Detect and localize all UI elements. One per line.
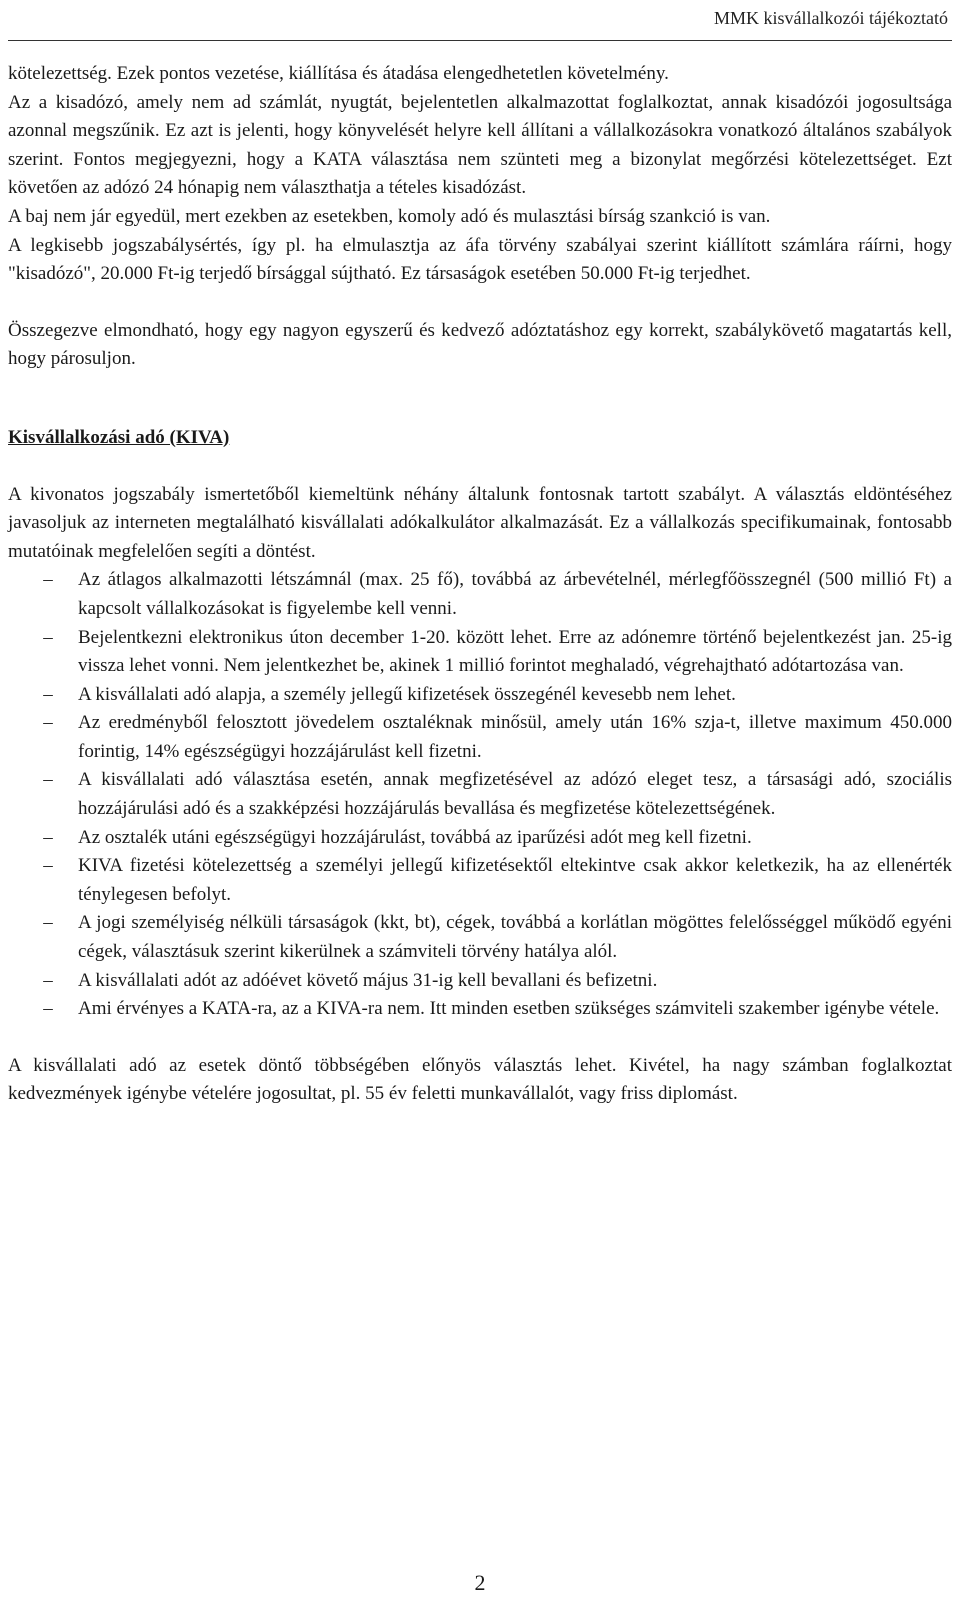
paragraph-kiva-intro: A kivonatos jogszabály ismertetőből kiemeltünk néhány általunk fontosnak tartott szabályt. A választás eldöntéséhez javasoljuk az interneten megtalálható kisvállalati adókalkulátor alkalmazását. Ez a vállalkozás specifikumainak, fontosabb mutatóinak megfelelően segíti a döntést. [8, 483, 952, 562]
paragraph-invoice-rule: Az a kisadózó, amely nem ad számlát, nyugtát, bejelentetlen alkalmazottat foglalkoztat, annak kisadózói jogosultsága azonnal megszűnik. Ez azt is jelenti, hogy könyvelését helyre kell állítani a vállalkozásokra vonatkozó általános szabályok szerint. Fontos megjegyezni, hogy a KATA választása nem szünteti meg a bizonylat megőrzési kötelezettséget. Ezt követően az adózó 24 hónapig nem választhatja a tételes kisadózást. [8, 91, 952, 199]
paragraph-penalty: A baj nem jár egyedül, mert ezekben az esetekben, komoly adó és mulasztási bírság szankció is van. [8, 205, 771, 227]
list-item-text: A kisvállalati adót az adóévet követő május 31-ig kell bevallani és befizetni. [78, 969, 658, 991]
paragraph-smallest-violation: A legkisebb jogszabálysértés, így pl. ha elmulasztja az áfa törvény szabályai szerint kiállított számlára ráírni, hogy "kisadózó", 20.000 Ft-ig terjedő bírsággal sújtható. Ez társaságok esetében 50.000 Ft-ig terjedhet. [8, 234, 952, 285]
dash-bullet-icon: – [43, 712, 53, 734]
dash-bullet-icon: – [43, 826, 53, 848]
paragraph-summary: Összegezve elmondható, hogy egy nagyon egyszerű és kedvező adóztatáshoz egy korrekt, szabálykövető magatartás kell, hogy párosuljon. [8, 319, 952, 370]
running-header-title: MMK kisvállalkozói tájékoztató [714, 8, 948, 28]
list-item-text: Ami érvényes a KATA-ra, az a KIVA-ra nem. Itt minden esetben szükséges számviteli szakember igénybe vétele. [78, 998, 940, 1020]
list-item [8, 995, 952, 1024]
list-item-text: Az átlagos alkalmazotti létszámnál (max. 25 fő), továbbá az árbevételnél, mérlegfőösszegnél (500 millió Ft) a kapcsolt vállalkozásokat is figyelembe kell venni. [78, 569, 952, 619]
dash-bullet-icon: – [43, 969, 53, 991]
list-item [8, 909, 952, 966]
list-item [8, 681, 952, 710]
dash-bullet-icon: – [43, 626, 53, 648]
paragraph-obligation: kötelezettség. Ezek pontos vezetése, kiállítása és átadása elengedhetetlen követelmény. [8, 63, 669, 84]
dash-bullet-icon: – [43, 569, 53, 591]
kiva-rules-list [8, 566, 952, 1024]
list-item-text: Bejelentkezni elektronikus úton december 1-20. között lehet. Erre az adónemre történő bejelentkezést jan. 25-ig vissza lehet vonni. Nem jelentkezhet be, akinek 1 millió forintot meghaladó, végrehajtható adótartozása van. [78, 626, 952, 677]
paragraph-conclusion: A kisvállalati adó az esetek döntő többségében előnyös választás lehet. Kivétel, ha nagy számban foglalkoztat kedvezmények igénybe vételére jogosultat, pl. 55 év feletti munkavállalót, vagy friss diplomást. [8, 1054, 952, 1105]
list-item [8, 624, 952, 681]
section-heading-kiva: Kisvállalkozási adó (KIVA) [8, 426, 230, 448]
list-item [8, 766, 952, 823]
list-item-text: A kisvállalati adó alapja, a személy jellegű kifizetések összegénél kevesebb nem lehet. [78, 683, 736, 705]
list-item-text: A kisvállalati adó választása esetén, annak megfizetésével az adózó eleget tesz, a társasági adó, szociális hozzájárulási adó és a szakképzési hozzájárulás bevallása és megfizetése kötelezettségének. [78, 769, 952, 820]
dash-bullet-icon: – [43, 683, 53, 705]
list-item-text: Az eredményből felosztott jövedelem osztaléknak minősül, amely után 16% szja-t, illetve maximum 450.000 forintig, 14% egészségügyi hozzájárulást kell fizetni. [78, 712, 952, 762]
dash-bullet-icon: – [43, 912, 53, 934]
list-item [8, 566, 952, 623]
header-divider [8, 40, 952, 41]
page-content [8, 60, 952, 1109]
list-item-text: A jogi személyiség nélküli társaságok (kkt, bt), cégek, továbbá a korlátlan mögöttes felelősséggel működő egyéni cégek, választásuk szerint kikerülnek a számviteli törvény hatálya alól. [78, 912, 952, 963]
list-item [8, 967, 952, 996]
dash-bullet-icon: – [43, 998, 53, 1020]
list-item [8, 709, 952, 766]
list-item [8, 824, 952, 853]
dash-bullet-icon: – [43, 769, 53, 791]
list-item-text: KIVA fizetési kötelezettség a személyi jellegű kifizetésektől eltekintve csak akkor keletkezik, ha az ellenérték ténylegesen befolyt. [78, 855, 952, 905]
list-item [8, 852, 952, 909]
list-item-text: Az osztalék utáni egészségügyi hozzájárulást, továbbá az iparűzési adót meg kell fizetni. [78, 826, 752, 848]
dash-bullet-icon: – [43, 855, 53, 877]
page-number: 2 [474, 1570, 486, 1595]
